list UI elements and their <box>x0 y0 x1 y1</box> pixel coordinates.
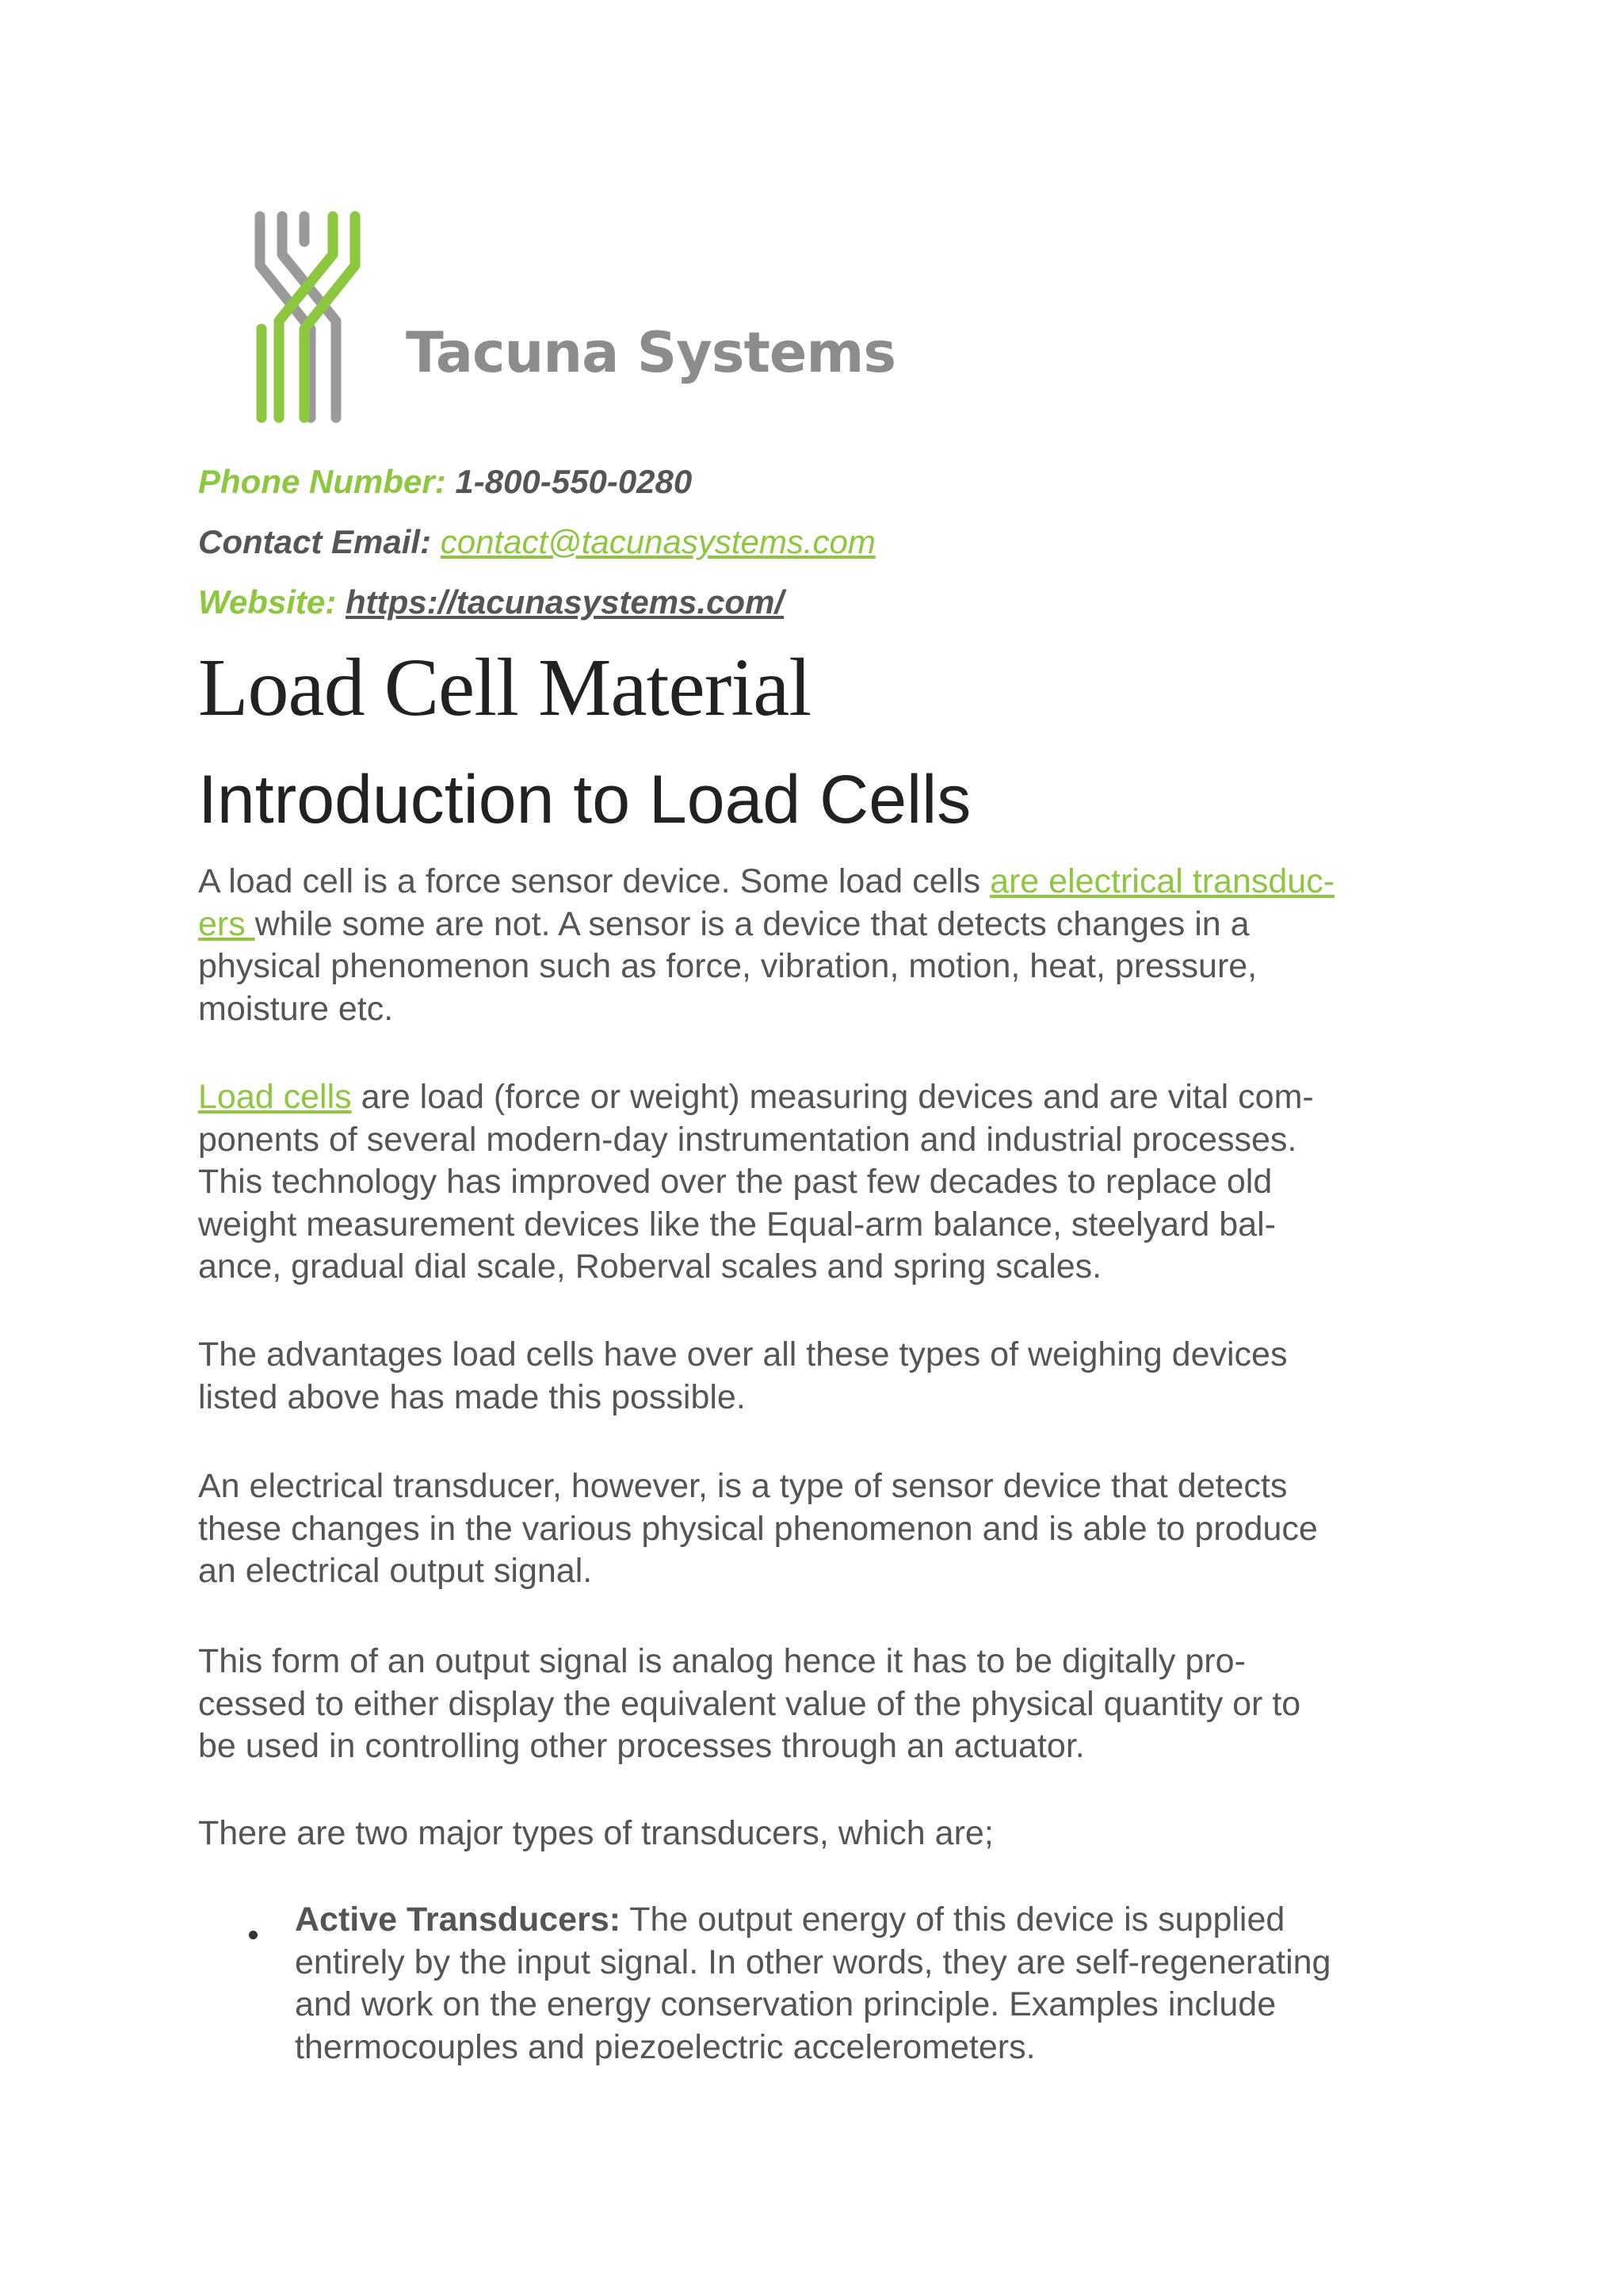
p6-text: There are two major types of transducers, which are; <box>198 1814 994 1852</box>
p1-text: A load cell is a force sensor device. Some load cells <box>198 862 991 900</box>
p4-text: these changes in the various physical phenomenon and is able to produce <box>198 1509 1318 1548</box>
p2-text: ponents of several modern-day instrumentation and industrial processes. <box>198 1120 1297 1159</box>
phone-value: 1-800-550-0280 <box>455 463 693 500</box>
p3-text: The advantages load cells have over all these types of weighing devices <box>198 1335 1288 1373</box>
email-link[interactable]: contact@tacunasystems.com <box>440 523 876 560</box>
paragraph-3 <box>198 1334 1434 1419</box>
paragraph-4 <box>198 1465 1434 1593</box>
tacuna-logo-icon <box>252 210 363 426</box>
bullet-text: entirely by the input signal. In other words, they are self-regenerating <box>295 1943 1331 1981</box>
list-item <box>295 1899 1436 2069</box>
page-title: Load Cell Material <box>198 642 812 733</box>
phone-label: Phone Number: <box>198 463 446 500</box>
paragraph-6 <box>198 1813 1434 1855</box>
p2-text: This technology has improved over the past few decades to replace old <box>198 1163 1273 1201</box>
p3-text: listed above has made this possible. <box>198 1377 746 1416</box>
p5-text: cessed to either display the equivalent value of the physical quantity or to <box>198 1684 1301 1723</box>
p5-text: This form of an output signal is analog hence it has to be digitally pro- <box>198 1642 1246 1680</box>
paragraph-2 <box>198 1076 1434 1289</box>
brand-name: Tacuna Systems <box>406 320 896 385</box>
p2-text: ance, gradual dial scale, Roberval scales and spring scales. <box>198 1247 1102 1286</box>
bullet-text: and work on the energy conservation principle. Examples include <box>295 1985 1277 2023</box>
p1-text: while some are not. A sensor is a device that detects changes in a <box>254 904 1250 943</box>
p4-text: an electrical output signal. <box>198 1552 593 1590</box>
bullet-text: thermocouples and piezoelectric accelerometers. <box>295 2027 1036 2066</box>
load-cells-link[interactable]: Load cells <box>198 1078 352 1116</box>
electrical-transducers-link[interactable]: are electrical transduc- <box>990 862 1335 900</box>
p4-text: An electrical transducer, however, is a type of sensor device that detects <box>198 1467 1288 1505</box>
bullet-icon <box>249 1931 258 1939</box>
bullet-text: The output energy of this device is supplied <box>621 1901 1285 1939</box>
phone-line <box>198 463 692 501</box>
website-link[interactable]: https://tacunasystems.com/ <box>345 583 785 621</box>
p5-text: be used in controlling other processes through an actuator. <box>198 1727 1085 1765</box>
website-line <box>198 583 784 621</box>
paragraph-5 <box>198 1641 1434 1768</box>
p1-text: physical phenomenon such as force, vibration, motion, heat, pressure, <box>198 947 1258 985</box>
section-heading: Introduction to Load Cells <box>198 762 972 838</box>
paragraph-1 <box>198 861 1434 1030</box>
website-label: Website: <box>198 583 337 621</box>
p2-text: are load (force or weight) measuring devices and are vital com- <box>351 1078 1314 1116</box>
p1-text: moisture etc. <box>198 989 394 1028</box>
electrical-transducers-link-cont[interactable]: ers <box>198 904 255 943</box>
bullet-term: Active Transducers: <box>295 1901 621 1939</box>
email-line <box>198 523 876 561</box>
email-label: Contact Email: <box>198 523 432 560</box>
p2-text: weight measurement devices like the Equal-arm balance, steelyard bal- <box>198 1205 1276 1244</box>
